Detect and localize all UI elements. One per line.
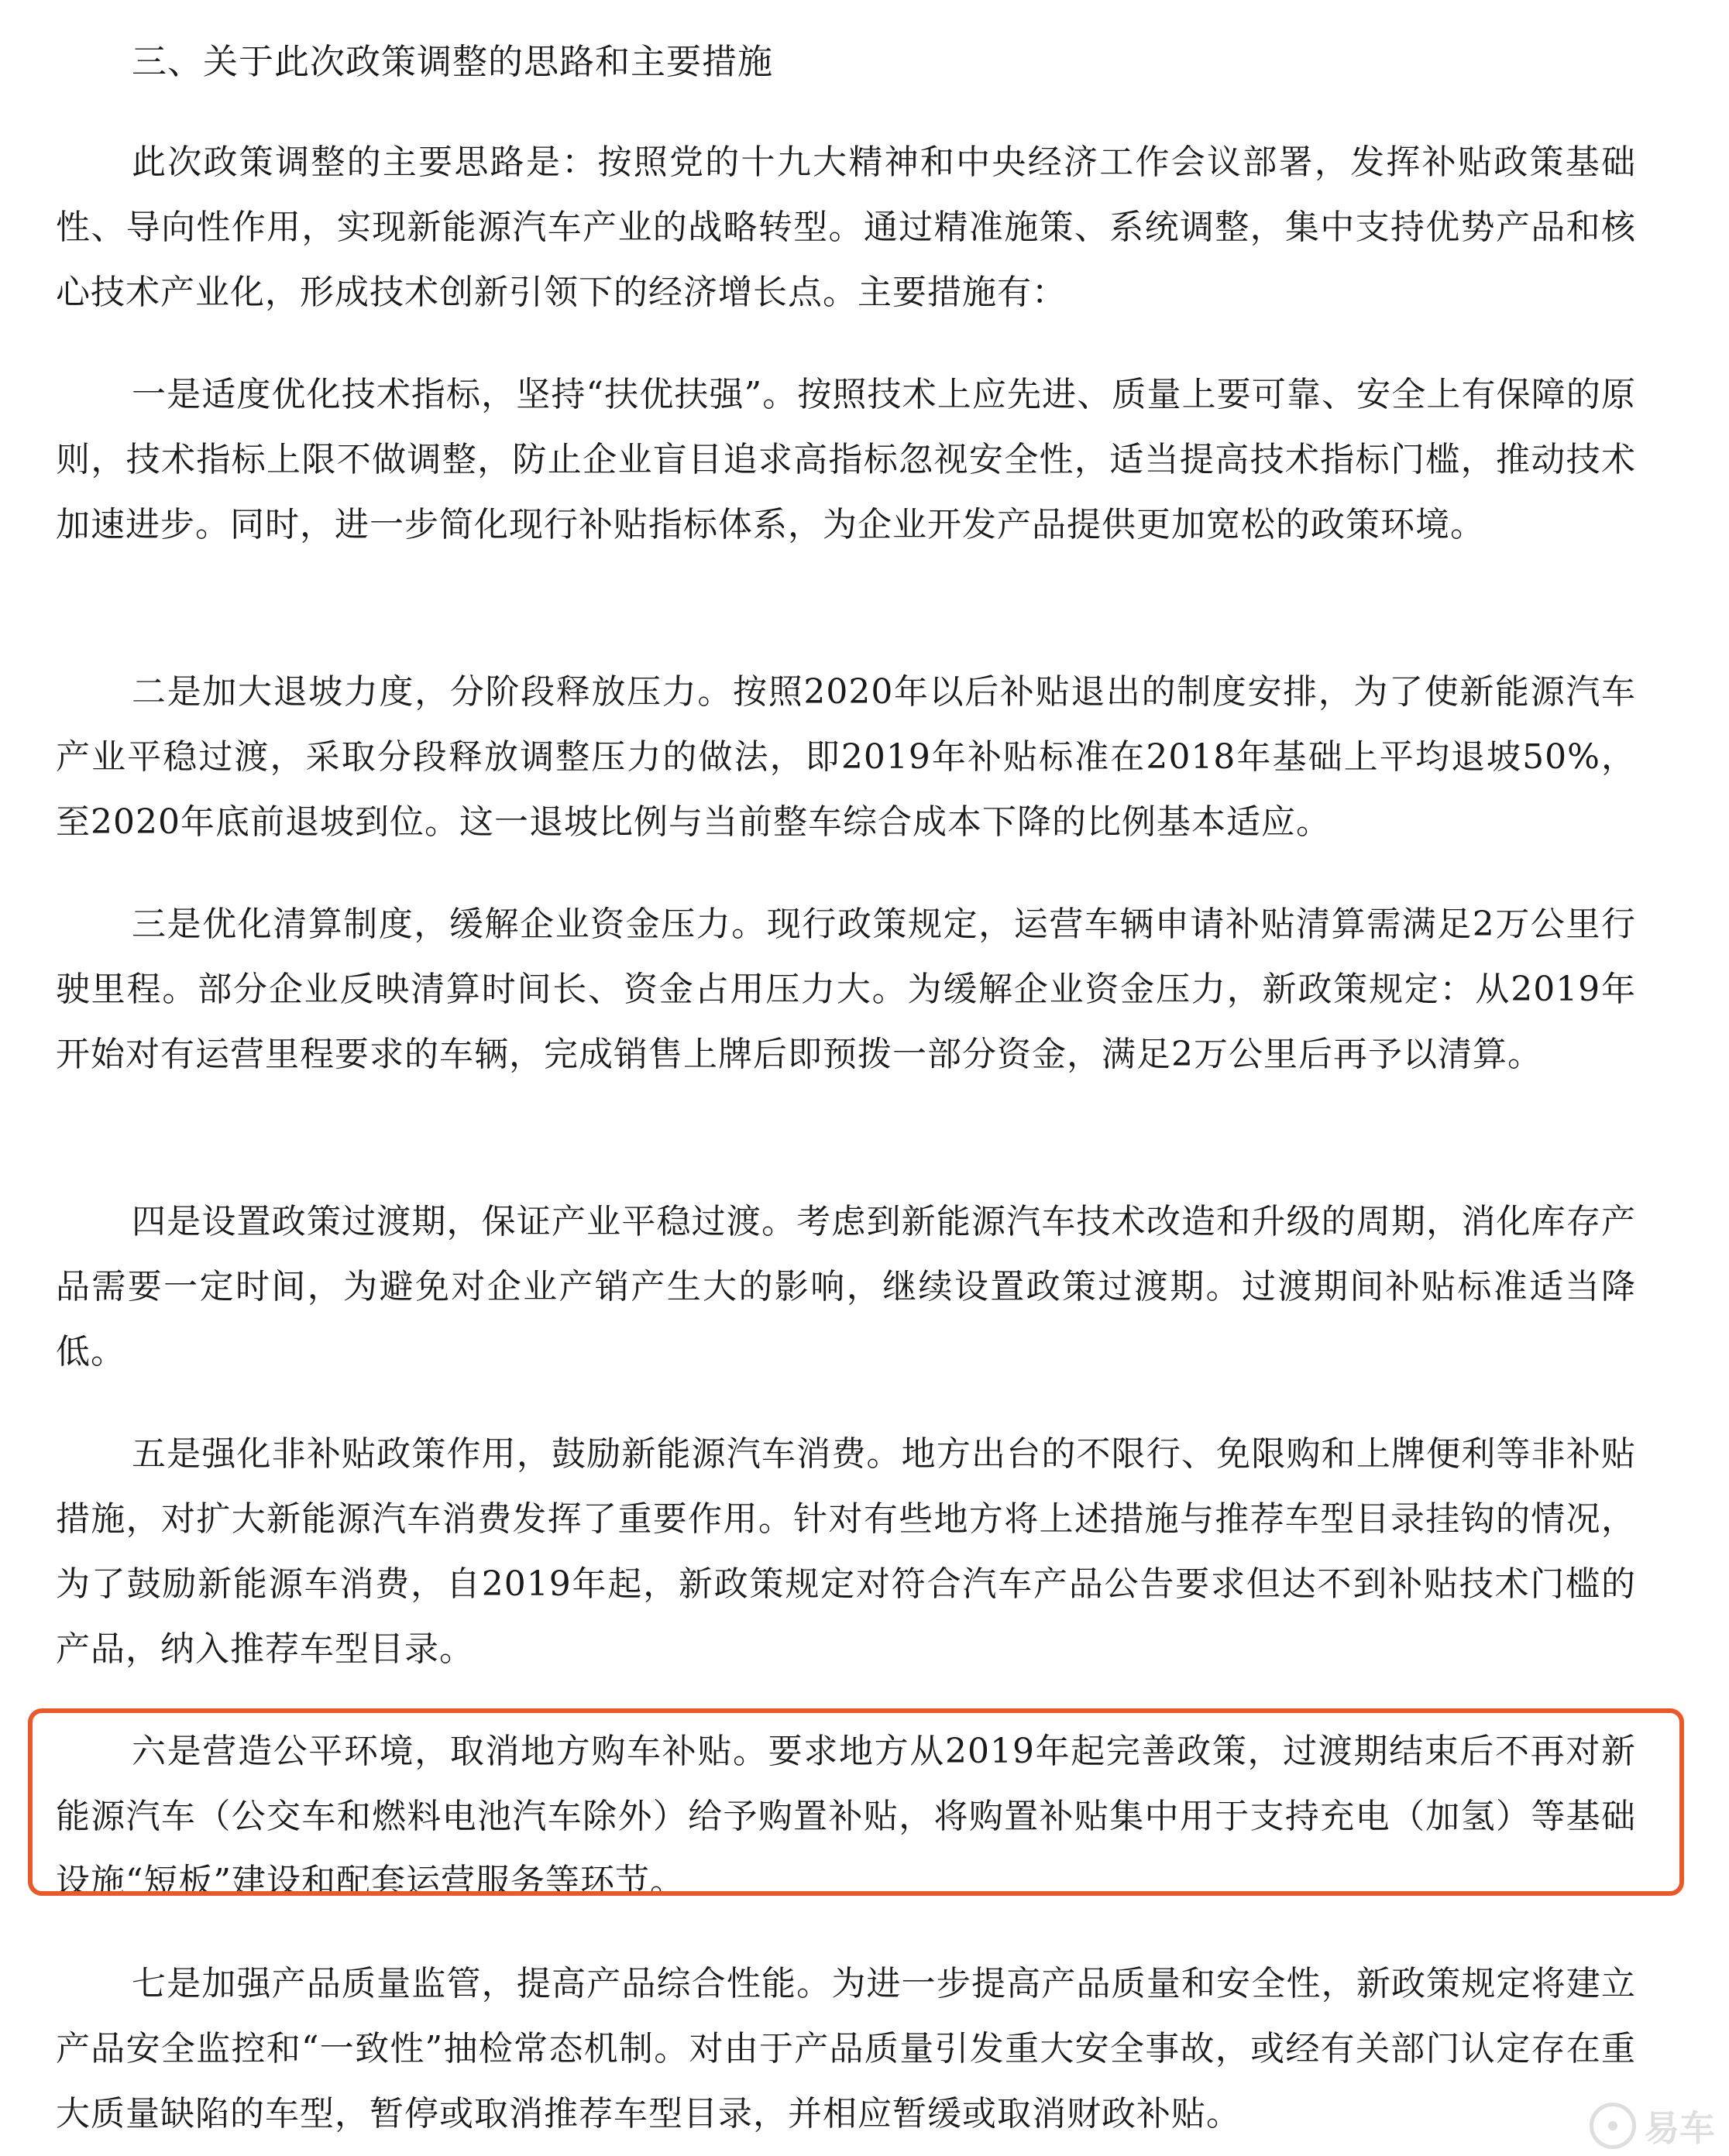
paragraph-measure-2: 二是加大退坡力度，分阶段释放压力。按照2020年以后补贴退出的制度安排，为了使新能源汽车产业平稳过渡，采取分段释放调整压力的做法，即2019年补贴标准在2018年基础上平均退坡50%，至2020年底前退坡到位。这一退坡比例与当前整车综合成本下降的比例基本适应。: [56, 672, 1636, 842]
watermark-text: 易车: [1644, 2107, 1715, 2149]
watermark-logo-icon: [1590, 2103, 1636, 2149]
paragraph-measure-7: 七是加强产品质量监管，提高产品综合性能。为进一步提高产品质量和安全性，新政策规定将建立产品安全监控和“一致性”抽检常态机制。对由于产品质量引发重大安全事故，或经有关部门认定存在重大质量缺陷的车型，暂停或取消推荐车型目录，并相应暂缓或取消财政补贴。: [56, 1964, 1636, 2134]
section-heading: 三、关于此次政策调整的思路和主要措施: [132, 41, 774, 82]
paragraph-measure-5: 五是强化非补贴政策作用，鼓励新能源汽车消费。地方出台的不限行、免限购和上牌便利等非补贴措施，对扩大新能源汽车消费发挥了重要作用。针对有些地方将上述措施与推荐车型目录挂钩的情况，为了鼓励新能源车消费，自2019年起，新政策规定对符合汽车产品公告要求但达不到补贴技术门槛的产品，纳入推荐车型目录。: [56, 1434, 1636, 1669]
paragraph-measure-1: 一是适度优化技术指标，坚持“扶优扶强”。按照技术上应先进、质量上要可靠、安全上有保障的原则，技术指标上限不做调整，防止企业盲目追求高指标忽视安全性，适当提高技术指标门槛，推动技术加速进步。同时，进一步简化现行补贴指标体系，为企业开发产品提供更加宽松的政策环境。: [56, 375, 1636, 544]
paragraph-measure-3: 三是优化清算制度，缓解企业资金压力。现行政策规定，运营车辆申请补贴清算需满足2万公里行驶里程。部分企业反映清算时间长、资金占用压力大。为缓解企业资金压力，新政策规定：从2019年开始对有运营里程要求的车辆，完成销售上牌后即预拨一部分资金，满足2万公里后再予以清算。: [56, 905, 1636, 1074]
paragraph-intro: 此次政策调整的主要思路是：按照党的十九大精神和中央经济工作会议部署，发挥补贴政策基础性、导向性作用，实现新能源汽车产业的战略转型。通过精准施策、系统调整，集中支持优势产品和核心技术产业化，形成技术创新引领下的经济增长点。主要措施有：: [56, 142, 1636, 312]
paragraph-measure-6-highlighted: 六是营造公平环境，取消地方购车补贴。要求地方从2019年起完善政策，过渡期结束后不再对新能源汽车（公交车和燃料电池汽车除外）给予购置补贴，将购置补贴集中用于支持充电（加氢）等基础设施“短板”建设和配套运营服务等环节。: [56, 1732, 1636, 1901]
paragraph-measure-4: 四是设置政策过渡期，保证产业平稳过渡。考虑到新能源汽车技术改造和升级的周期，消化库存产品需要一定时间，为避免对企业产销产生大的影响，继续设置政策过渡期。过渡期间补贴标准适当降低。: [56, 1202, 1636, 1372]
watermark: [1590, 2100, 1715, 2151]
